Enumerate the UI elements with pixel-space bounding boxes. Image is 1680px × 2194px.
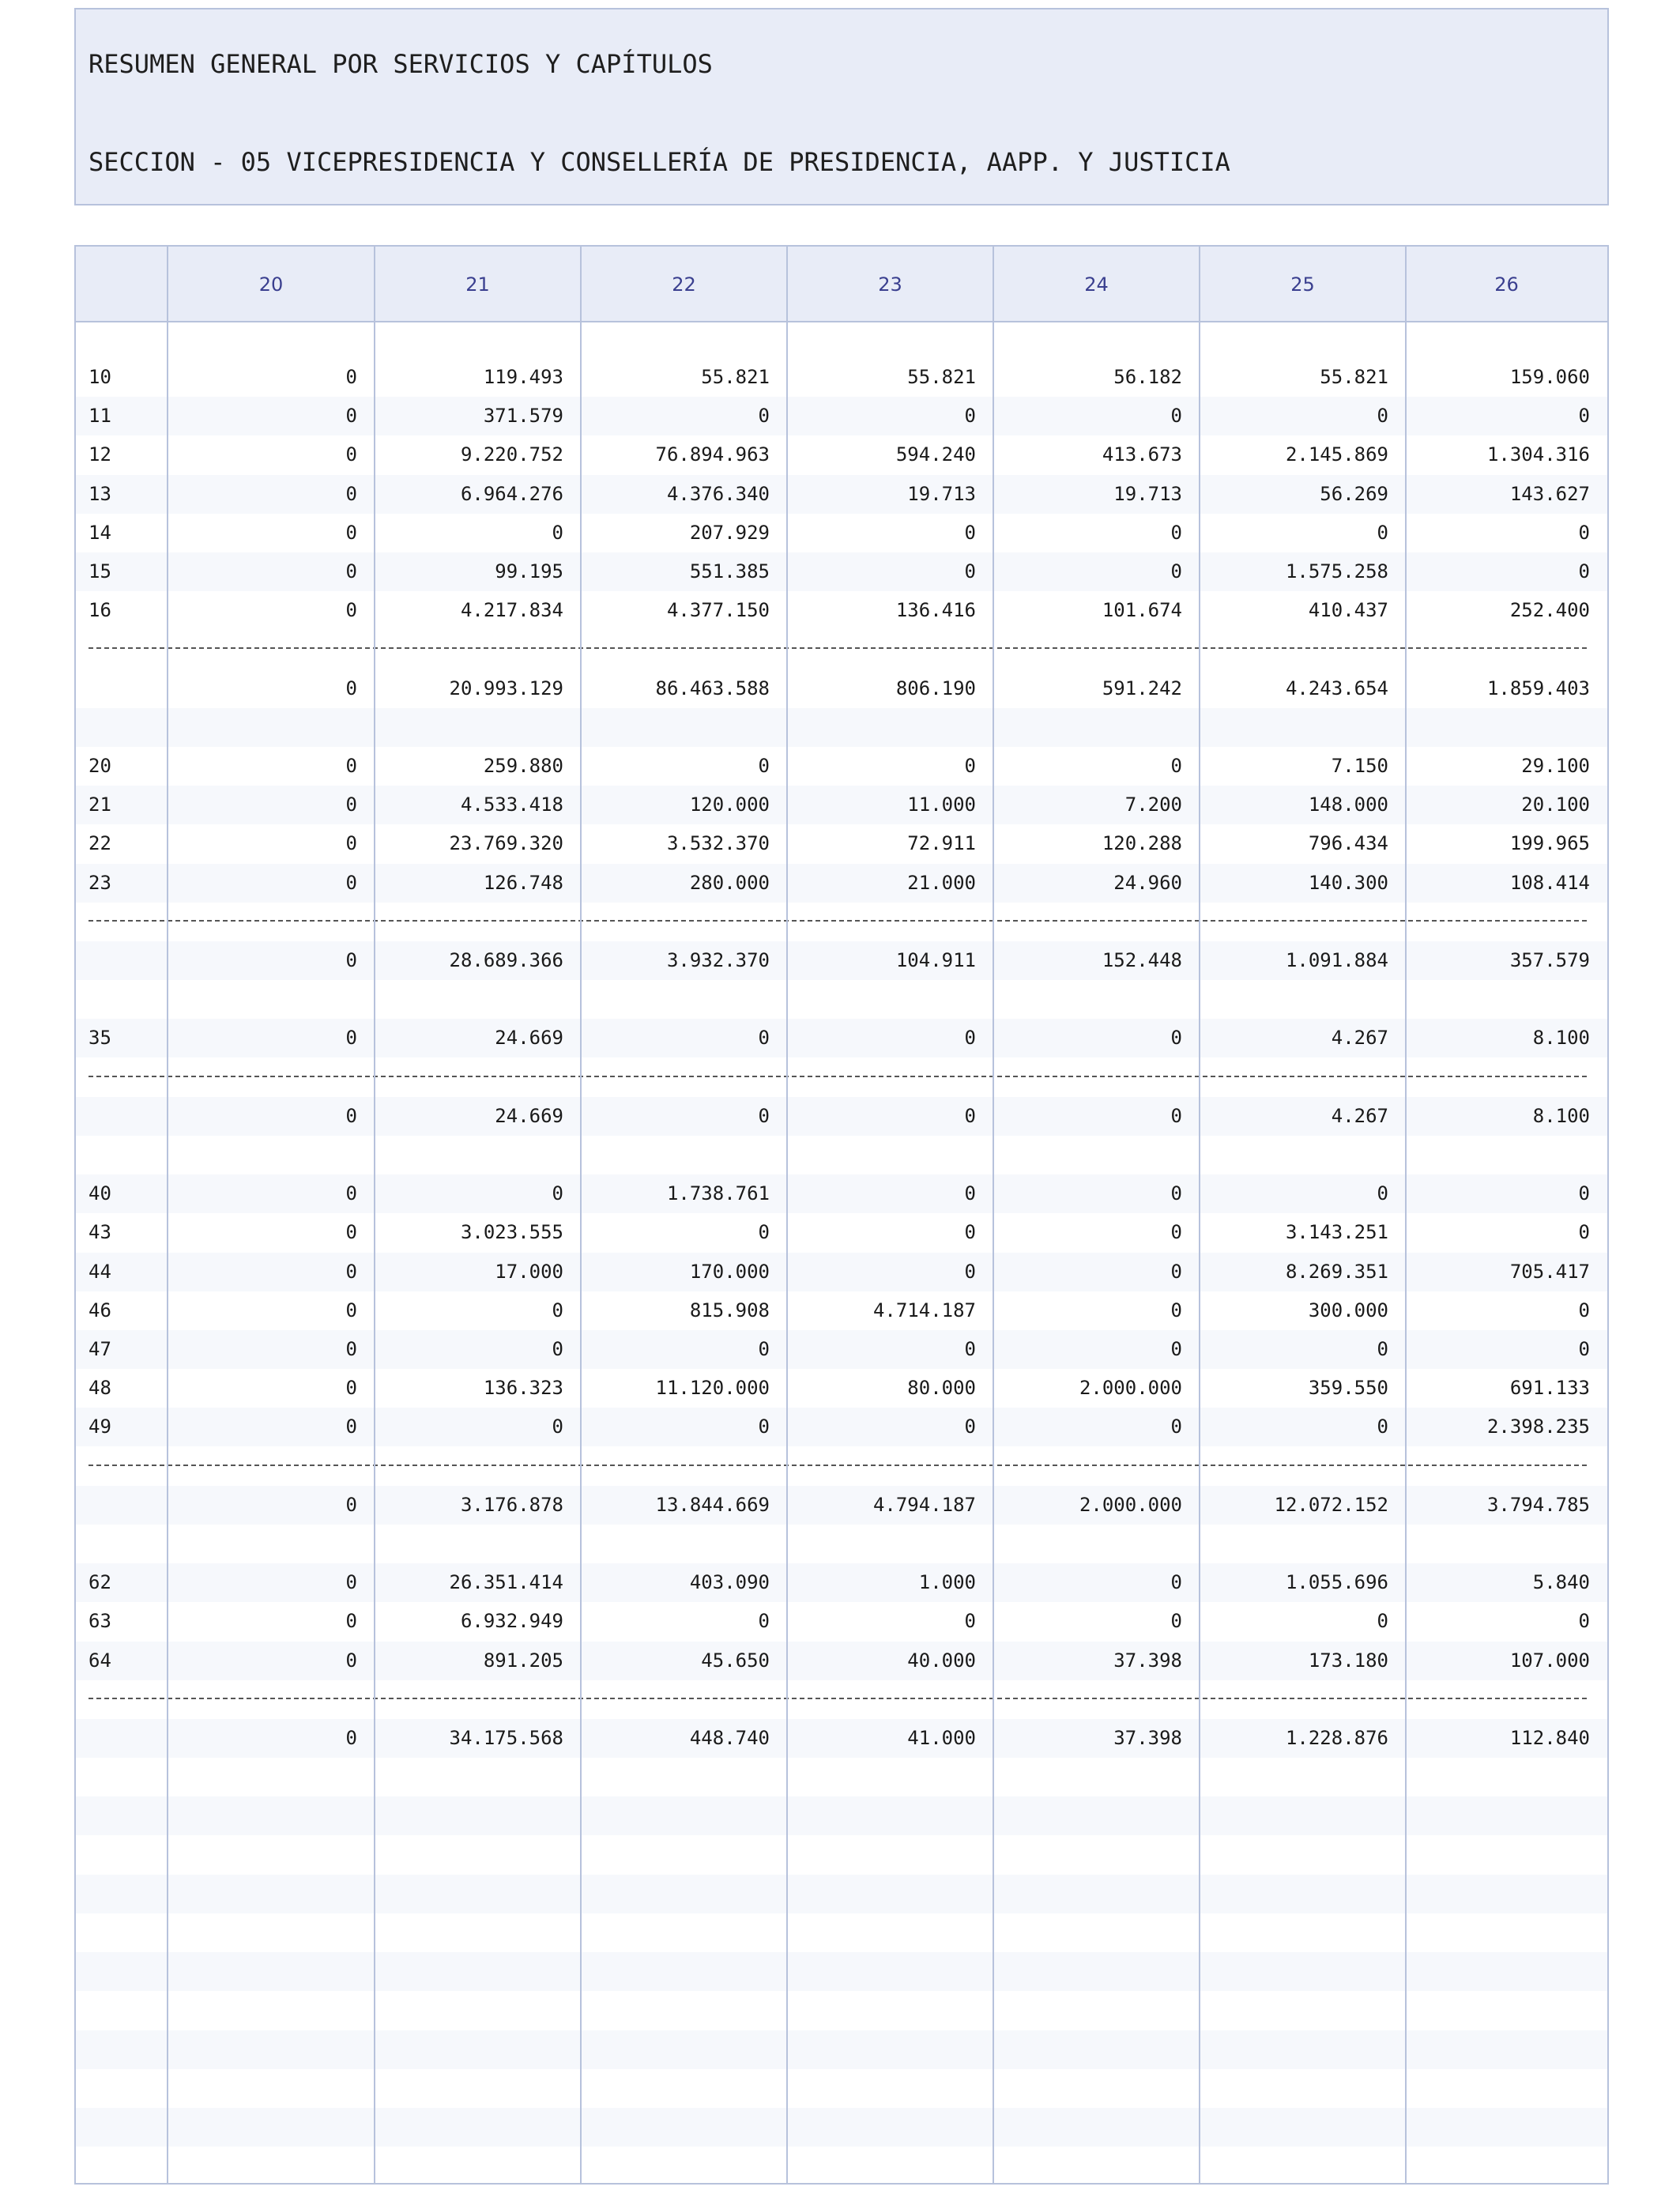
spacer-row: [76, 1875, 1607, 1913]
value-cell: 0: [1578, 521, 1590, 544]
value-cell: 0: [345, 794, 357, 816]
value-cell: 13.844.669: [655, 1493, 770, 1516]
value-cell: 0: [345, 366, 357, 388]
value-cell: 199.965: [1509, 832, 1590, 855]
value-cell: 55.821: [1320, 366, 1388, 388]
value-cell: 3.143.251: [1285, 1221, 1388, 1244]
value-cell: 0: [1170, 1610, 1182, 1633]
value-cell: 34.175.568: [449, 1727, 563, 1749]
column-header: 24: [1084, 273, 1109, 296]
value-cell: 0: [1170, 1571, 1182, 1594]
row-label: 40: [89, 1182, 111, 1205]
value-cell: 0: [345, 1493, 357, 1516]
spacer-row: [76, 1758, 1607, 1796]
value-cell: 19.713: [1113, 482, 1182, 505]
value-cell: 17.000: [495, 1260, 563, 1283]
row-label: 14: [89, 521, 111, 544]
table-row: [76, 1291, 1607, 1330]
value-cell: 1.055.696: [1285, 1571, 1388, 1594]
subtotal-row: [76, 1486, 1607, 1525]
value-cell: 0: [345, 1571, 357, 1594]
value-cell: 796.434: [1308, 832, 1388, 855]
value-cell: 4.714.187: [872, 1299, 976, 1321]
value-cell: 0: [552, 1338, 563, 1360]
spacer-row: [76, 1136, 1607, 1174]
value-cell: 0: [345, 1727, 357, 1749]
row-label: 20: [89, 755, 111, 777]
value-cell: 24.669: [495, 1104, 563, 1127]
value-cell: 6.964.276: [460, 482, 563, 505]
value-cell: 112.840: [1509, 1727, 1590, 1749]
row-label: 13: [89, 482, 111, 505]
value-cell: 4.377.150: [666, 599, 770, 622]
value-cell: 55.821: [701, 366, 770, 388]
spacer-row: [76, 1525, 1607, 1563]
spacer-row: [76, 1836, 1607, 1875]
spacer-row: [76, 1952, 1607, 1991]
value-cell: 0: [758, 405, 770, 428]
value-cell: 0: [1578, 1221, 1590, 1244]
value-cell: 4.267: [1331, 1104, 1388, 1127]
value-cell: 0: [1377, 1182, 1388, 1205]
value-cell: 0: [964, 1027, 976, 1050]
value-cell: 0: [345, 405, 357, 428]
value-cell: 0: [552, 521, 563, 544]
column-header: 20: [258, 273, 284, 296]
value-cell: 0: [345, 1649, 357, 1672]
value-cell: 26.351.414: [449, 1571, 563, 1594]
column-header: 25: [1290, 273, 1315, 296]
row-label: 11: [89, 405, 111, 428]
value-cell: 0: [964, 1338, 976, 1360]
value-cell: 0: [345, 1260, 357, 1283]
value-cell: 691.133: [1509, 1377, 1590, 1400]
value-cell: 410.437: [1308, 599, 1388, 622]
table-row: [76, 1019, 1607, 1057]
spacer-row: [76, 2108, 1607, 2147]
row-label: 49: [89, 1416, 111, 1438]
value-cell: 0: [1377, 1416, 1388, 1438]
value-cell: 11.120.000: [655, 1377, 770, 1400]
value-cell: 3.176.878: [460, 1493, 563, 1516]
value-cell: 806.190: [895, 677, 976, 699]
table-row: [76, 435, 1607, 474]
row-label: 10: [89, 366, 111, 388]
value-cell: 0: [345, 1221, 357, 1244]
value-cell: 5.840: [1532, 1571, 1590, 1594]
value-cell: 3.023.555: [460, 1221, 563, 1244]
row-label: 48: [89, 1377, 111, 1400]
value-cell: 0: [552, 1182, 563, 1205]
value-cell: 24.669: [495, 1027, 563, 1050]
row-label: 35: [89, 1027, 111, 1050]
value-cell: 0: [1578, 560, 1590, 582]
value-cell: 4.217.834: [460, 599, 563, 622]
value-cell: 0: [1377, 405, 1388, 428]
column-divider: [1405, 247, 1407, 2183]
value-cell: 1.738.761: [666, 1182, 770, 1205]
value-cell: 0: [964, 1610, 976, 1633]
value-cell: 0: [552, 1416, 563, 1438]
table-row: [76, 1369, 1607, 1408]
value-cell: 1.000: [918, 1571, 976, 1594]
value-cell: 0: [964, 1416, 976, 1438]
value-cell: 3.932.370: [666, 949, 770, 971]
table-row: [76, 1330, 1607, 1369]
subtotal-row: [76, 669, 1607, 708]
value-cell: 143.627: [1509, 482, 1590, 505]
value-cell: 7.200: [1124, 794, 1182, 816]
value-cell: 0: [345, 949, 357, 971]
value-cell: 4.267: [1331, 1027, 1388, 1050]
table-row: [76, 1213, 1607, 1252]
subtotal-row: [76, 941, 1607, 980]
value-cell: 8.100: [1532, 1104, 1590, 1127]
section-title: SECCION - 05 VICEPRESIDENCIA Y CONSELLERÍA DE PRESIDENCIA, AAPP. Y JUSTICIA: [89, 147, 1230, 177]
subtotal-separator: [89, 1465, 1587, 1466]
value-cell: 0: [345, 521, 357, 544]
value-cell: 0: [964, 755, 976, 777]
value-cell: 0: [1170, 405, 1182, 428]
value-cell: 152.448: [1102, 949, 1182, 971]
value-cell: 0: [1170, 1416, 1182, 1438]
row-label: 44: [89, 1260, 111, 1283]
row-label: 43: [89, 1221, 111, 1244]
table-row: [76, 514, 1607, 552]
value-cell: 2.000.000: [1079, 1377, 1182, 1400]
value-cell: 0: [1170, 755, 1182, 777]
spacer-row: [76, 1796, 1607, 1835]
value-cell: 0: [1170, 1260, 1182, 1283]
value-cell: 11.000: [907, 794, 976, 816]
value-cell: 0: [345, 871, 357, 894]
value-cell: 3.794.785: [1486, 1493, 1590, 1516]
value-cell: 371.579: [483, 405, 563, 428]
value-cell: 0: [964, 1104, 976, 1127]
value-cell: 403.090: [689, 1571, 770, 1594]
subtotal-separator: [89, 647, 1587, 649]
value-cell: 8.269.351: [1285, 1260, 1388, 1283]
value-cell: 99.195: [495, 560, 563, 582]
column-divider: [786, 247, 788, 2183]
value-cell: 120.288: [1102, 832, 1182, 855]
value-cell: 21.000: [907, 871, 976, 894]
table-row: [76, 1408, 1607, 1446]
value-cell: 448.740: [689, 1727, 770, 1749]
spacer-row: [76, 2030, 1607, 2069]
value-cell: 0: [345, 832, 357, 855]
value-cell: 20.100: [1521, 794, 1590, 816]
value-cell: 23.769.320: [449, 832, 563, 855]
value-cell: 159.060: [1509, 366, 1590, 388]
value-cell: 594.240: [895, 443, 976, 466]
value-cell: 19.713: [907, 482, 976, 505]
value-cell: 0: [1377, 1338, 1388, 1360]
row-label: 23: [89, 871, 111, 894]
column-header: 26: [1494, 273, 1519, 296]
value-cell: 207.929: [689, 521, 770, 544]
value-cell: 0: [1170, 1182, 1182, 1205]
value-cell: 0: [345, 1416, 357, 1438]
table-row: [76, 1174, 1607, 1213]
column-header-row: [76, 247, 1607, 322]
table-row: [76, 824, 1607, 863]
table-row: [76, 397, 1607, 435]
spacer-row: [76, 980, 1607, 1019]
value-cell: 20.993.129: [449, 677, 563, 699]
value-cell: 0: [345, 599, 357, 622]
value-cell: 76.894.963: [655, 443, 770, 466]
value-cell: 45.650: [701, 1649, 770, 1672]
value-cell: 4.794.187: [872, 1493, 976, 1516]
value-cell: 0: [345, 1610, 357, 1633]
column-header: 22: [672, 273, 696, 296]
value-cell: 55.821: [907, 366, 976, 388]
table-row: [76, 1642, 1607, 1680]
row-label: 21: [89, 794, 111, 816]
value-cell: 591.242: [1102, 677, 1182, 699]
value-cell: 0: [758, 1416, 770, 1438]
value-cell: 0: [758, 1221, 770, 1244]
value-cell: 108.414: [1509, 871, 1590, 894]
value-cell: 0: [345, 1182, 357, 1205]
value-cell: 1.575.258: [1285, 560, 1388, 582]
value-cell: 0: [1377, 521, 1388, 544]
value-cell: 0: [1170, 1027, 1182, 1050]
value-cell: 0: [345, 1377, 357, 1400]
row-label: 64: [89, 1649, 111, 1672]
value-cell: 0: [1170, 521, 1182, 544]
table-row: [76, 552, 1607, 591]
table-row: [76, 786, 1607, 824]
value-cell: 0: [1578, 1610, 1590, 1633]
value-cell: 0: [964, 1260, 976, 1283]
row-label: 15: [89, 560, 111, 582]
value-cell: 29.100: [1521, 755, 1590, 777]
subtotal-row: [76, 1097, 1607, 1136]
spacer-row: [76, 1991, 1607, 2030]
value-cell: 0: [964, 1182, 976, 1205]
row-label: 46: [89, 1299, 111, 1321]
value-cell: 0: [758, 1104, 770, 1127]
value-cell: 0: [1377, 1610, 1388, 1633]
value-cell: 86.463.588: [655, 677, 770, 699]
summary-table: [74, 245, 1609, 2185]
value-cell: 0: [1578, 1338, 1590, 1360]
value-cell: 815.908: [689, 1299, 770, 1321]
value-cell: 357.579: [1509, 949, 1590, 971]
value-cell: 4.376.340: [666, 482, 770, 505]
value-cell: 0: [345, 755, 357, 777]
value-cell: 24.960: [1113, 871, 1182, 894]
spacer-row: [76, 1913, 1607, 1952]
value-cell: 0: [1170, 1221, 1182, 1244]
value-cell: 56.182: [1113, 366, 1182, 388]
value-cell: 280.000: [689, 871, 770, 894]
value-cell: 0: [1578, 405, 1590, 428]
value-cell: 119.493: [483, 366, 563, 388]
column-divider: [1199, 247, 1200, 2183]
spacer-row: [76, 708, 1607, 747]
value-cell: 12.072.152: [1274, 1493, 1388, 1516]
value-cell: 0: [1578, 1182, 1590, 1205]
value-cell: 104.911: [895, 949, 976, 971]
value-cell: 4.533.418: [460, 794, 563, 816]
value-cell: 140.300: [1308, 871, 1388, 894]
value-cell: 359.550: [1308, 1377, 1388, 1400]
value-cell: 120.000: [689, 794, 770, 816]
subtotal-separator: [89, 920, 1587, 922]
value-cell: 0: [758, 1027, 770, 1050]
column-header: 21: [465, 273, 490, 296]
value-cell: 4.243.654: [1285, 677, 1388, 699]
value-cell: 0: [964, 560, 976, 582]
value-cell: 259.880: [483, 755, 563, 777]
table-row: [76, 1563, 1607, 1602]
value-cell: 0: [964, 405, 976, 428]
table-row: [76, 1253, 1607, 1291]
value-cell: 101.674: [1102, 599, 1182, 622]
value-cell: 413.673: [1102, 443, 1182, 466]
value-cell: 705.417: [1509, 1260, 1590, 1283]
table-row: [76, 358, 1607, 397]
value-cell: 1.228.876: [1285, 1727, 1388, 1749]
spacer-row: [76, 2147, 1607, 2185]
value-cell: 136.416: [895, 599, 976, 622]
value-cell: 173.180: [1308, 1649, 1388, 1672]
value-cell: 0: [1170, 1299, 1182, 1321]
value-cell: 148.000: [1308, 794, 1388, 816]
value-cell: 40.000: [907, 1649, 976, 1672]
value-cell: 37.398: [1113, 1727, 1182, 1749]
value-cell: 0: [345, 1338, 357, 1360]
value-cell: 0: [345, 560, 357, 582]
value-cell: 7.150: [1331, 755, 1388, 777]
table-row: [76, 1602, 1607, 1641]
value-cell: 2.398.235: [1486, 1416, 1590, 1438]
table-row: [76, 475, 1607, 514]
value-cell: 1.091.884: [1285, 949, 1388, 971]
column-divider: [580, 247, 582, 2183]
value-cell: 1.304.316: [1486, 443, 1590, 466]
subtotal-separator: [89, 1076, 1587, 1077]
value-cell: 2.145.869: [1285, 443, 1388, 466]
value-cell: 41.000: [907, 1727, 976, 1749]
report-header: [74, 8, 1609, 205]
column-header: 23: [878, 273, 902, 296]
value-cell: 891.205: [483, 1649, 563, 1672]
table-row: [76, 747, 1607, 786]
value-cell: 0: [758, 1610, 770, 1633]
value-cell: 0: [1170, 560, 1182, 582]
value-cell: 0: [964, 1221, 976, 1244]
value-cell: 170.000: [689, 1260, 770, 1283]
value-cell: 252.400: [1509, 599, 1590, 622]
row-label: 22: [89, 832, 111, 855]
value-cell: 1.859.403: [1486, 677, 1590, 699]
value-cell: 0: [552, 1299, 563, 1321]
column-divider: [993, 247, 994, 2183]
value-cell: 0: [1170, 1338, 1182, 1360]
value-cell: 2.000.000: [1079, 1493, 1182, 1516]
row-label: 47: [89, 1338, 111, 1360]
value-cell: 28.689.366: [449, 949, 563, 971]
value-cell: 3.532.370: [666, 832, 770, 855]
value-cell: 0: [758, 1338, 770, 1360]
column-divider: [167, 247, 168, 2183]
table-body: [76, 322, 1607, 2183]
value-cell: 551.385: [689, 560, 770, 582]
value-cell: 107.000: [1509, 1649, 1590, 1672]
row-label: 63: [89, 1610, 111, 1633]
table-row: [76, 864, 1607, 903]
value-cell: 0: [345, 443, 357, 466]
value-cell: 0: [345, 1104, 357, 1127]
value-cell: 0: [1578, 1299, 1590, 1321]
row-label: 12: [89, 443, 111, 466]
value-cell: 6.932.949: [460, 1610, 563, 1633]
value-cell: 126.748: [483, 871, 563, 894]
value-cell: 8.100: [1532, 1027, 1590, 1050]
spacer-row: [76, 2069, 1607, 2108]
row-label: 62: [89, 1571, 111, 1594]
value-cell: 0: [345, 1299, 357, 1321]
value-cell: 300.000: [1308, 1299, 1388, 1321]
value-cell: 0: [345, 677, 357, 699]
subtotal-separator: [89, 1698, 1587, 1699]
subtotal-row: [76, 1719, 1607, 1758]
value-cell: 136.323: [483, 1377, 563, 1400]
value-cell: 9.220.752: [460, 443, 563, 466]
row-label: 16: [89, 599, 111, 622]
value-cell: 0: [345, 482, 357, 505]
table-row: [76, 591, 1607, 630]
value-cell: 0: [758, 755, 770, 777]
value-cell: 0: [964, 521, 976, 544]
column-divider: [374, 247, 375, 2183]
value-cell: 56.269: [1320, 482, 1388, 505]
value-cell: 80.000: [907, 1377, 976, 1400]
report-title: RESUMEN GENERAL POR SERVICIOS Y CAPÍTULOS: [89, 49, 713, 79]
value-cell: 37.398: [1113, 1649, 1182, 1672]
value-cell: 72.911: [907, 832, 976, 855]
value-cell: 0: [345, 1027, 357, 1050]
value-cell: 0: [1170, 1104, 1182, 1127]
